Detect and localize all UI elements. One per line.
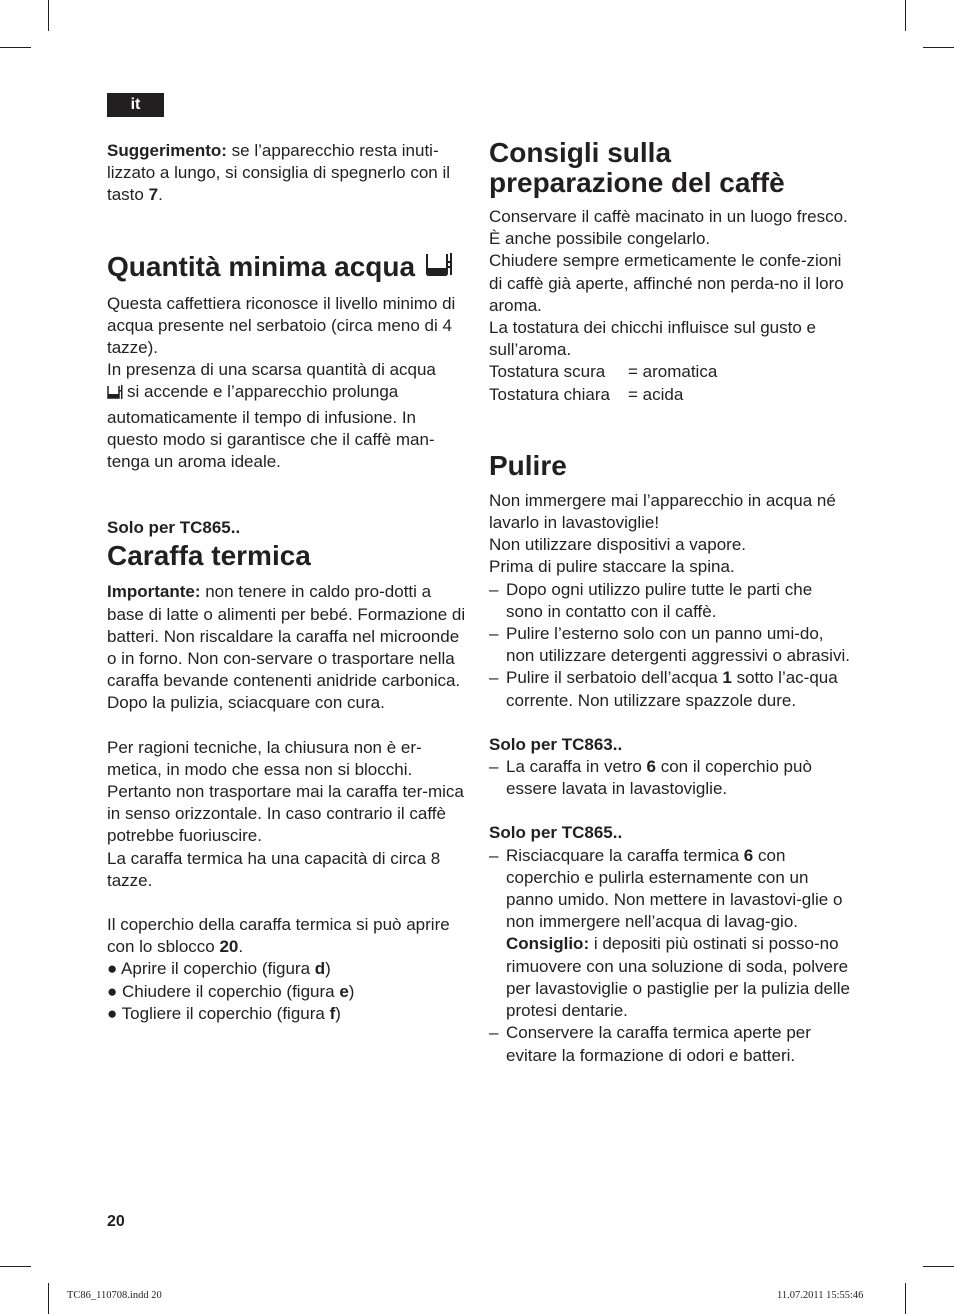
solo-tc865-label: Solo per TC865.. bbox=[107, 518, 241, 538]
caraffa-p3: La caraffa termica ha una capacità di circa 8 tazze. bbox=[107, 848, 441, 890]
language-tab: it bbox=[107, 93, 164, 117]
dash-mark: – bbox=[489, 845, 499, 865]
dash-text bbox=[506, 845, 851, 1023]
tip-label: Suggerimento: bbox=[107, 141, 227, 160]
consigli-p3: La tostatura dei chicchi influisce sul gusto e sull’aroma. bbox=[489, 318, 816, 360]
quantita-heading bbox=[107, 251, 467, 283]
dash-mark: – bbox=[489, 579, 499, 599]
quantita-p1: Questa caffettiera riconosce il livello minimo di acqua presente nel serbatoio (circa meno di 4 tazze). bbox=[107, 293, 456, 358]
tostatura-row bbox=[489, 384, 851, 406]
dash-item bbox=[489, 667, 851, 711]
caraffa-p4-end: . bbox=[238, 937, 244, 957]
bullet-end: ) bbox=[348, 981, 355, 1001]
dash-text: Pulire l’esterno solo con un panno umi-do, non utilizzare detergenti aggressivi o abrasivi. bbox=[506, 624, 850, 666]
consiglio-text: i depositi più ostinati si posso-no rimuovere con una soluzione di soda, polvere per lavastoviglie o pastiglie per la pulizia delle protesi dentarie. bbox=[506, 934, 850, 1021]
water-level-icon bbox=[107, 384, 123, 406]
dash-text-a: La caraffa in vetro bbox=[506, 757, 647, 777]
caraffa-title: Caraffa termica bbox=[107, 540, 311, 572]
consiglio-label: Consiglio: bbox=[506, 934, 590, 954]
page-number: 20 bbox=[107, 1213, 125, 1230]
tip-text: se l’apparecchio resta inuti-lizzato a lungo, si consiglia di spegnerlo con il tasto bbox=[107, 141, 451, 205]
pulire-l3: Prima di pulire staccare la spina. bbox=[489, 557, 735, 577]
quantita-p2 bbox=[107, 381, 467, 473]
bullet-item bbox=[107, 981, 467, 1003]
bullet-end: ) bbox=[335, 1003, 341, 1023]
left-column bbox=[107, 140, 467, 1025]
crop-mark bbox=[0, 1266, 31, 1267]
bullet-end: ) bbox=[325, 959, 331, 979]
dash-item bbox=[489, 1022, 851, 1066]
dash-text: Dopo ogni utilizzo pulire tutte le parti che sono in contatto con il caffè. bbox=[506, 579, 813, 621]
dash-mark: – bbox=[489, 668, 499, 688]
dash-num: 6 bbox=[646, 757, 656, 777]
consigli-title: Consigli sulla preparazione del caffè bbox=[489, 137, 785, 198]
bullet-item bbox=[107, 958, 467, 980]
crop-mark bbox=[905, 0, 906, 31]
tostatura-row bbox=[489, 361, 851, 383]
tostatura-value: = acida bbox=[628, 384, 684, 404]
slug-file: TC86_110708.indd 20 bbox=[67, 1290, 162, 1301]
solo-tc865-label: Solo per TC865.. bbox=[489, 823, 623, 843]
dash-text bbox=[506, 756, 851, 800]
bullet-text: ● Aprire il coperchio (figura bbox=[107, 959, 315, 979]
dash-mark: – bbox=[489, 624, 499, 644]
dash-num: 6 bbox=[743, 845, 754, 865]
dash-mark: – bbox=[489, 757, 499, 777]
pulire-l1: Non immergere mai l’apparecchio in acqua né lavarlo in lavastoviglie! bbox=[489, 490, 836, 533]
quantita-p2a: In presenza di una scarsa quantità di acqua bbox=[107, 360, 436, 380]
dash-item bbox=[489, 756, 851, 800]
crop-mark bbox=[923, 47, 954, 48]
water-level-icon bbox=[425, 251, 453, 283]
bullet-figure: e bbox=[339, 981, 349, 1001]
dash-text-b: con coperchio e pulirla esternamente con un panno umido. Non mettere in lavastovi-glie o non immergere nell’acqua di lavag-gio. bbox=[506, 845, 843, 932]
tip-paragraph bbox=[107, 140, 467, 207]
dash-text: Conservere la caraffa termica aperte per evitare la formazione di odori e batteri. bbox=[506, 1023, 811, 1065]
dash-text-a: Risciacquare la caraffa termica bbox=[506, 845, 744, 865]
tostatura-key: Tostatura scura bbox=[489, 362, 606, 382]
dash-mark: – bbox=[489, 1023, 499, 1043]
tip-end: . bbox=[158, 185, 163, 205]
pulire-title: Pulire bbox=[489, 449, 567, 481]
tostatura-value: = aromatica bbox=[628, 362, 718, 382]
crop-mark bbox=[0, 47, 31, 48]
dash-item bbox=[489, 579, 851, 623]
tostatura-key: Tostatura chiara bbox=[489, 384, 610, 404]
tip-key-number: 7 bbox=[148, 185, 159, 205]
dash-num: 1 bbox=[722, 668, 732, 688]
pulire-l2: Non utilizzare dispositivi a vapore. bbox=[489, 535, 747, 555]
dash-item bbox=[489, 845, 851, 1023]
bullet-figure: f bbox=[329, 1003, 336, 1023]
slug-datetime: 11.07.2011 15:55:46 bbox=[777, 1290, 864, 1301]
caraffa-rinse: Dopo la pulizia, sciacquare con cura. bbox=[107, 693, 385, 713]
right-column bbox=[489, 138, 851, 1067]
crop-mark bbox=[923, 1266, 954, 1267]
dash-text-b: sotto l’ac-qua corrente. Non utilizzare spazzole dure. bbox=[506, 668, 838, 710]
dash-text-b: con il coperchio può essere lavata in lavastoviglie. bbox=[506, 757, 812, 799]
crop-mark bbox=[48, 0, 49, 31]
bullet-text: ● Chiudere il coperchio (figura bbox=[107, 981, 340, 1001]
caraffa-p2: Per ragioni tecniche, la chiusura non è er-metica, in modo che essa non si blocchi. Pertanto non trasportare mai la caraffa ter-mica in senso orizzontale. In caso contrario il caffè potrebbe fuoriuscire. bbox=[107, 737, 464, 846]
dash-item bbox=[489, 623, 851, 667]
bullet-text: ● Togliere il coperchio (figura bbox=[107, 1003, 330, 1023]
bullet-figure: d bbox=[314, 959, 326, 979]
caraffa-p4-text: Il coperchio della caraffa termica si può aprire con lo sblocco bbox=[107, 915, 450, 957]
caraffa-p4 bbox=[107, 914, 467, 958]
quantita-title: Quantità minima acqua bbox=[107, 250, 416, 282]
solo-tc863-label: Solo per TC863.. bbox=[489, 734, 623, 754]
crop-mark bbox=[48, 1283, 49, 1314]
consigli-p1: Conservare il caffè macinato in un luogo fresco. È anche possibile congelarlo. bbox=[489, 207, 848, 249]
consigli-p2: Chiudere sempre ermeticamente le confe-zioni di caffè già aperte, affinché non perda-no il loro aroma. bbox=[489, 251, 844, 315]
crop-mark bbox=[905, 1283, 906, 1314]
important-label: Importante: bbox=[107, 582, 201, 602]
dash-text bbox=[506, 667, 851, 711]
caraffa-important bbox=[107, 581, 467, 692]
bullet-item bbox=[107, 1003, 467, 1025]
quantita-p2b: si accende e l’apparecchio prolunga automaticamente il tempo di infusione. In questo modo si garantisce che il caffè man-tenga un aroma ideale. bbox=[107, 382, 435, 472]
caraffa-p4-num: 20 bbox=[219, 937, 239, 957]
dash-text-a: Pulire il serbatoio dell’acqua bbox=[506, 668, 723, 688]
important-text: non tenere in caldo pro-dotti a base di latte o alimenti per bebé. Formazione di batteri. Non riscaldare la caraffa nel microonde o in forno. Non con-servare o trasportare nella caraffa bevande contenenti anidride carbonica. bbox=[107, 582, 466, 691]
